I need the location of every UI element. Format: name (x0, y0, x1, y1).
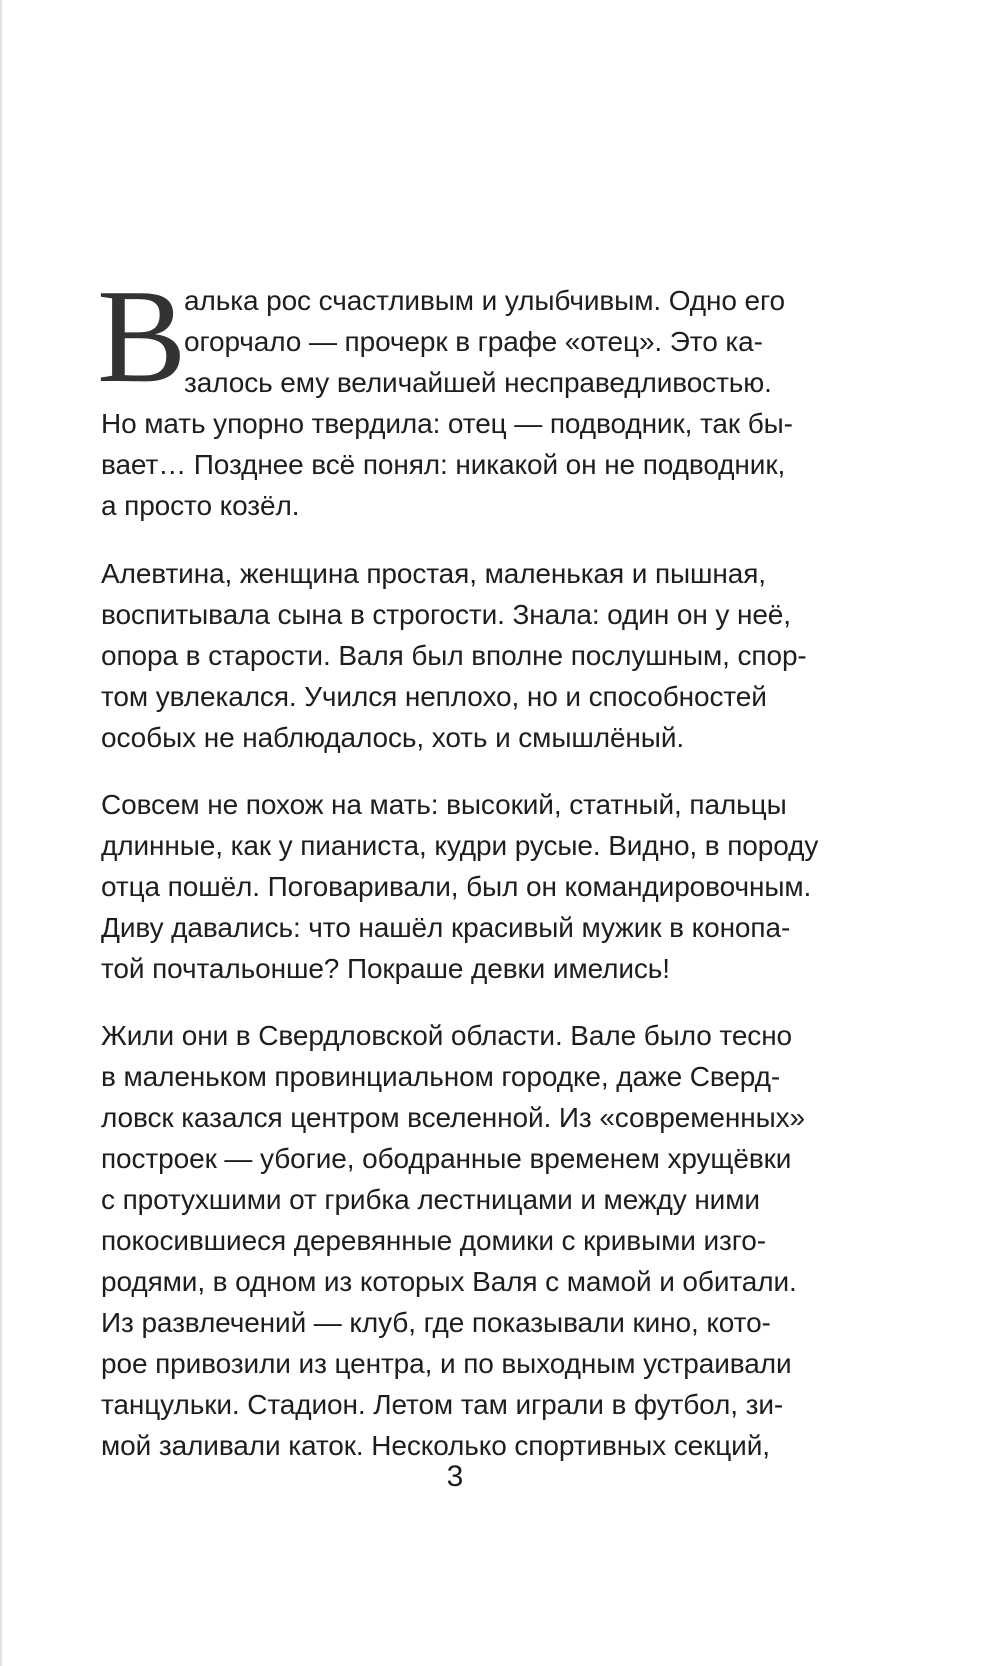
text-line: рое привозили из центра, и по выходным устраивали (101, 1348, 792, 1379)
text-line: построек — убогие, ободранные временем хрущёвки (101, 1143, 792, 1174)
page-number: 3 (446, 1460, 464, 1493)
text-line: покосившиеся деревянные домики с кривыми изго- (101, 1225, 766, 1256)
text-line: отца пошёл. Поговаривали, был он командировочным. (101, 871, 812, 902)
text-line: алька рос счастливым и улыбчивым. Одно его (184, 285, 785, 316)
body-text (97, 262, 819, 1466)
text-line: длинные, как у пианиста, кудри русые. Видно, в породу (101, 830, 819, 861)
text-line: вает… Позднее всё понял: никакой он не подводник, (101, 449, 786, 480)
text-line: родями, в одном из которых Валя с мамой и обитали. (101, 1266, 797, 1297)
paragraph-1 (97, 262, 806, 527)
text-line: воспитывала сына в строгости. Знала: один он у неё, (101, 599, 791, 630)
text-line: Совсем не похож на мать: высокий, статный, пальцы (101, 789, 787, 820)
text-line: залось ему величайшей несправедливостью. (184, 367, 772, 398)
text-line: той почтальонше? Покраше девки имелись! (101, 953, 670, 984)
text-line: том увлекался. Учился неплохо, но и способностей (101, 681, 767, 712)
paragraph-3 (101, 784, 819, 989)
text-line: опора в старости. Валя был вполне послушным, спор- (101, 640, 807, 671)
text-line: танцульки. Стадион. Летом там играли в футбол, зи- (101, 1389, 784, 1420)
text-line: а просто козёл. (101, 490, 300, 521)
text-line: с протухшими от грибка лестницами и между ними (101, 1184, 760, 1215)
text-line: ловск казался центром вселенной. Из «современных» (101, 1102, 805, 1133)
text-line: Диву давались: что нашёл красивый мужик в конопа- (101, 912, 791, 943)
text-line: в маленьком провинциальном городке, даже Сверд- (101, 1061, 781, 1092)
drop-cap: В (97, 262, 187, 410)
text-line: мой заливали каток. Несколько спортивных секций, (101, 1430, 770, 1461)
text-line: огорчало — прочерк в графе «отец». Это ка- (184, 326, 763, 357)
text-line: Жили они в Свердловской области. Вале было тесно (101, 1020, 793, 1051)
text-line: особых не наблюдалось, хоть и смышлёный. (101, 722, 685, 753)
paragraph-4 (101, 1015, 806, 1466)
text-line: Но мать упорно твердила: отец — подводник, так бы- (101, 408, 793, 439)
text-line: Алевтина, женщина простая, маленькая и пышная, (101, 558, 766, 589)
scan-edge-shadow (0, 0, 3, 1666)
text-line: Из развлечений — клуб, где показывали кино, кото- (101, 1307, 771, 1338)
paragraph-2 (101, 553, 806, 758)
